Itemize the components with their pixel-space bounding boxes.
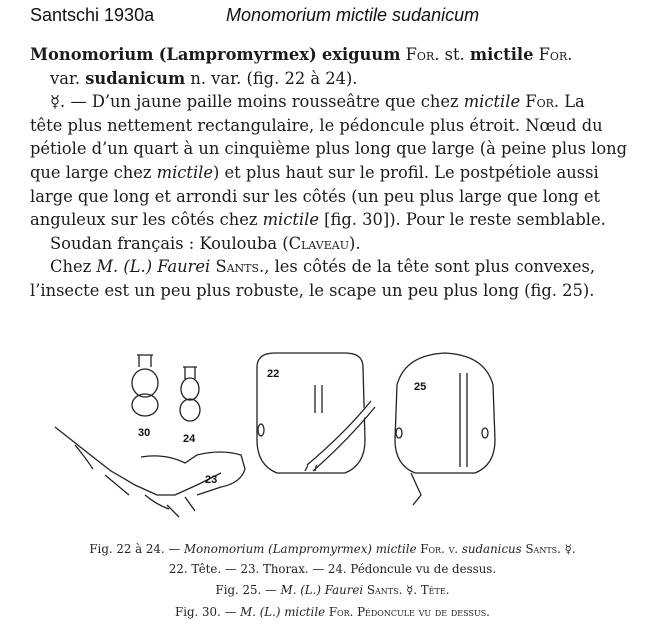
caption3-a: Fig. 25. — [215, 583, 277, 597]
caption3-italic: M. (L.) Faurei [280, 583, 364, 597]
para1-line6-b: [fig. 30]). Pour le reste semblable. [324, 210, 606, 230]
author-year: Santschi 1930a [30, 5, 155, 25]
para1-line-4 [30, 161, 648, 185]
figure-plate [45, 345, 635, 535]
title-subspecies-author: For. [538, 45, 573, 64]
caption4-italic: M. (L.) mictile [240, 605, 326, 619]
locality-end: ). [348, 233, 361, 253]
para2-line-1 [30, 255, 648, 279]
title-species-author: For. [405, 45, 440, 64]
caption1-c: Sants. ☿. [525, 542, 576, 556]
description-text [30, 43, 648, 303]
caption1-b: For. v. [420, 542, 459, 556]
caption-line-4 [0, 605, 665, 619]
taxon-name: Monomorium mictile sudanicum [226, 5, 480, 25]
para1-line-5: large que long et arrondi sur les côtés (un peu plus large que long et [30, 186, 601, 206]
figure-label-24: 24 [183, 433, 196, 445]
para2-start: Chez [50, 257, 92, 277]
locality-collector: Claveau [288, 233, 349, 253]
para2-taxon: M. (L.) Faurei [96, 257, 211, 277]
para1-line4-b: ) et plus haut sur le profil. Le postpétiole aussi [213, 162, 599, 182]
para1-line-3: pétiole d’un quart à un cinquième plus long que large (à peine plus long [30, 139, 628, 159]
title-line-2 [30, 67, 648, 91]
title-n-var: n. var. (fig. 22 à 24). [190, 68, 358, 88]
caption4-b: For. Pédoncule vu de dessus. [328, 605, 490, 619]
figure-24-petiole [180, 367, 200, 421]
title-subspecies: mictile [469, 45, 534, 64]
locality-text: Soudan français : Koulouba ( [50, 233, 289, 253]
figure-label-25: 25 [414, 381, 427, 393]
worker-symbol: ☿. — [50, 92, 87, 112]
para1-text: D’un jaune paille moins rousseâtre que chez [91, 92, 459, 112]
figure-label-23: 23 [205, 474, 218, 486]
para1-line4-italic: mictile [156, 162, 214, 182]
caption1-a: Fig. 22 à 24. — [89, 542, 181, 556]
para1-line-2: tête plus nettement rectangulaire, le pédoncule plus étroit. Nœud du [30, 115, 603, 135]
caption4-a: Fig. 30. — [175, 605, 237, 619]
para1-line6-italic: mictile [262, 210, 319, 230]
caption-line-3 [0, 583, 665, 597]
para1-author: For. [525, 92, 560, 112]
figure-label-22: 22 [267, 368, 280, 380]
title-var: var. [50, 68, 81, 88]
para1-italic: mictile [463, 92, 521, 112]
caption-line-2: 22. Tête. — 23. Thorax. — 24. Pédoncule vu de dessus. [168, 562, 497, 576]
title-variety: sudanicum [85, 68, 186, 88]
para1-line6-a: anguleux sur les côtés chez [30, 210, 258, 230]
figure-25-head [395, 353, 495, 505]
caption1-italic: Monomorium (Lampromyrmex) mictile [183, 542, 417, 556]
title-species: exiguum [321, 45, 401, 64]
figure-label-30: 30 [138, 427, 151, 439]
para2-line-2: l’insecte est un peu plus robuste, le scape un peu plus long (fig. 25). [30, 280, 595, 300]
figure-23-thorax [55, 427, 245, 517]
title-genus: Monomorium [30, 45, 154, 64]
caption3-b: Sants. ☿. Tête. [366, 583, 450, 597]
para1-line4-a: que large chez [30, 162, 152, 182]
caption-line-1 [0, 542, 665, 556]
para2-author: Sants. [215, 257, 265, 277]
locality-line [30, 232, 648, 256]
para1-line-6 [30, 208, 648, 232]
caption1-italic-2: sudanicus [461, 542, 522, 556]
title-subgenus: (Lampromyrmex) [158, 45, 317, 64]
title-st: st. [444, 45, 465, 64]
para2-line1-end: , les côtés de la tête sont plus convexes, [264, 257, 596, 277]
para1-text-end: La [564, 92, 585, 112]
title-line-1 [30, 43, 648, 67]
para1-line-1 [30, 90, 648, 114]
figure-30-petiole [132, 355, 158, 416]
